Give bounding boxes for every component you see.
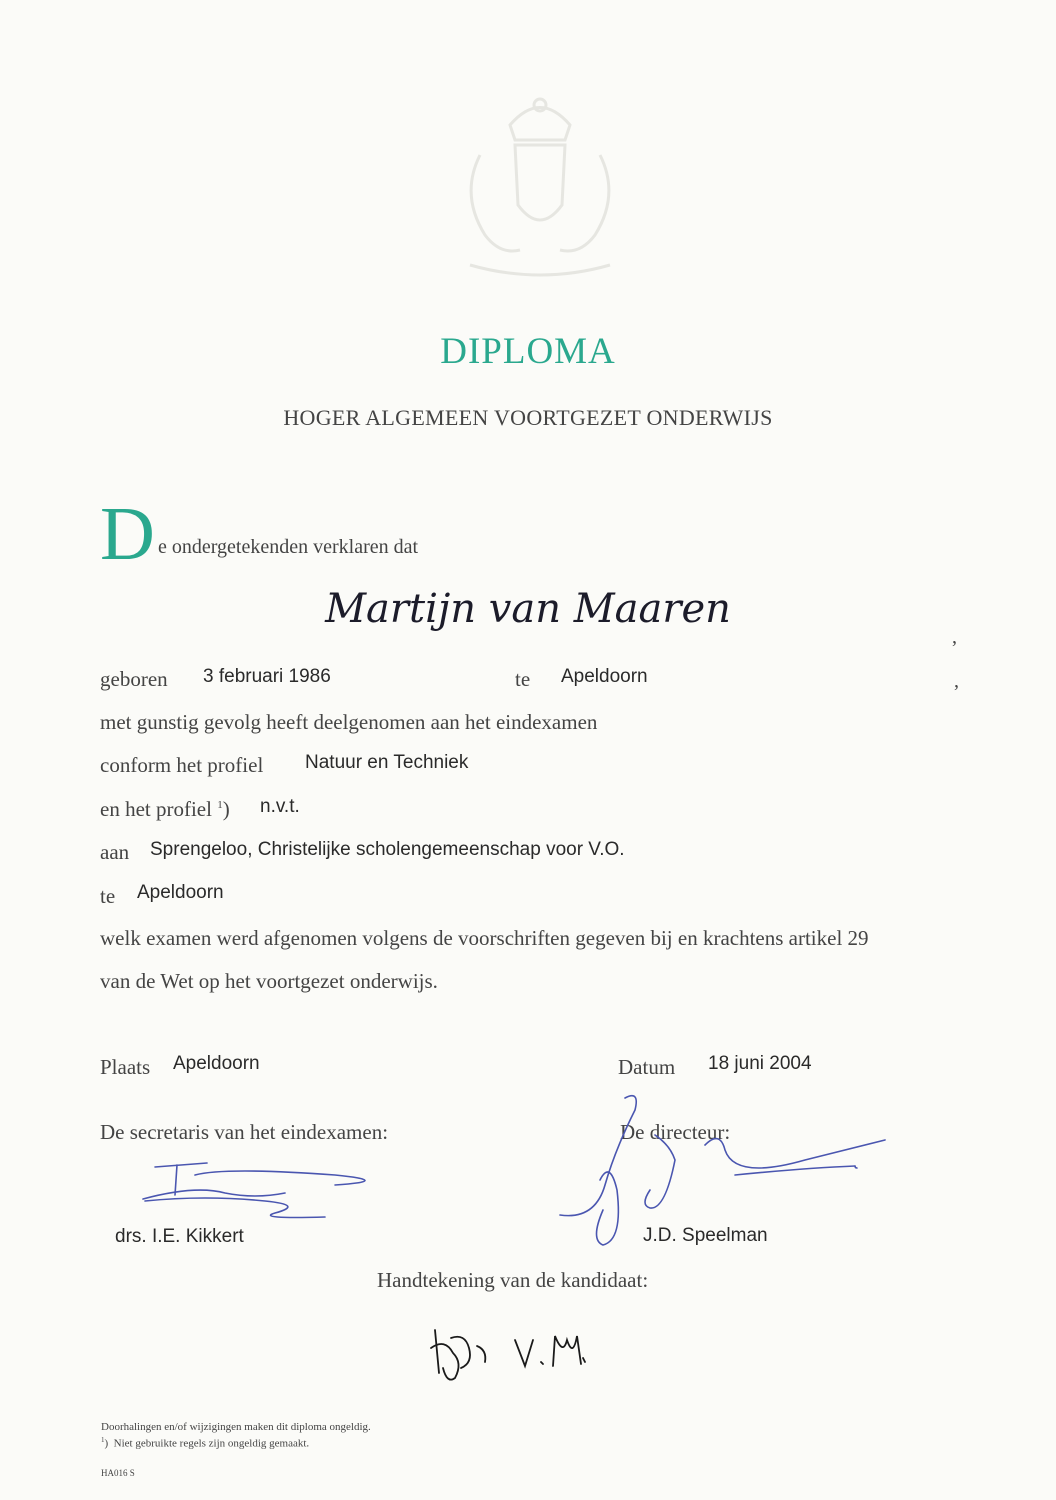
footer-footnote-mark: 1 xyxy=(101,1436,105,1444)
second-profile-label xyxy=(100,797,230,822)
education-level-subtitle: HOGER ALGEMEEN VOORTGEZET ONDERWIJS xyxy=(283,405,773,430)
law-statement-line2: van de Wet op het voortgezet onderwijs. xyxy=(100,969,438,993)
name-comma: , xyxy=(952,626,957,648)
signing-place-value: Apeldoorn xyxy=(173,1053,260,1074)
form-code: HA016 S xyxy=(101,1468,135,1478)
footer-note-unused-lines xyxy=(101,1436,309,1450)
diploma-title: DIPLOMA xyxy=(440,331,616,372)
candidate-signature-label: Handtekening van de kandidaat: xyxy=(377,1268,649,1292)
secretary-label: De secretaris van het eindexamen: xyxy=(100,1120,389,1144)
footer-note-unused-lines-text: Niet gebruikte regels zijn ongeldig gemaakt. xyxy=(113,1437,310,1450)
drop-cap-letter: D xyxy=(100,492,155,576)
profile-value: Natuur en Techniek xyxy=(305,752,469,773)
director-name: J.D. Speelman xyxy=(643,1225,768,1246)
profile-label: conform het profiel xyxy=(100,753,264,777)
footer-footnote-paren: ) xyxy=(104,1437,109,1450)
footnote-paren: ) xyxy=(222,797,230,821)
embossed-coat-of-arms-icon xyxy=(440,85,640,295)
intro-text: e ondergetekenden verklaren dat xyxy=(158,536,419,558)
school-place-label: te xyxy=(100,884,116,908)
school-place-value: Apeldoorn xyxy=(137,882,224,903)
law-statement-line1: welk examen werd afgenomen volgens de voorschriften gegeven bij en krachtens artikel 29 xyxy=(100,926,869,950)
signing-place-label: Plaats xyxy=(100,1055,151,1079)
footer-note-invalidation: Doorhalingen en/of wijzigingen maken dit diploma ongeldig. xyxy=(101,1421,371,1433)
signing-date-value: 18 juni 2004 xyxy=(708,1053,812,1074)
exam-statement: met gunstig gevolg heeft deelgenomen aan het eindexamen xyxy=(100,710,598,734)
second-profile-value: n.v.t. xyxy=(260,796,300,817)
birthplace-value: Apeldoorn xyxy=(561,666,648,687)
school-value: Sprengeloo, Christelijke scholengemeenschap voor V.O. xyxy=(150,839,625,860)
birthplace-label: te xyxy=(515,667,531,691)
born-label: geboren xyxy=(100,667,168,691)
signing-date-label: Datum xyxy=(618,1055,676,1079)
footnote-mark: 1 xyxy=(217,799,223,811)
candidate-signature-icon xyxy=(425,1318,595,1388)
second-profile-label-text: en het profiel xyxy=(100,797,212,821)
born-comma: , xyxy=(954,670,959,692)
school-label: aan xyxy=(100,840,130,864)
director-label: De directeur: xyxy=(620,1120,731,1144)
birth-date-value: 3 februari 1986 xyxy=(203,666,331,687)
candidate-name: Martijn van Maaren xyxy=(325,586,731,632)
secretary-name: drs. I.E. Kikkert xyxy=(115,1226,244,1247)
secretary-signature-icon xyxy=(135,1155,395,1225)
